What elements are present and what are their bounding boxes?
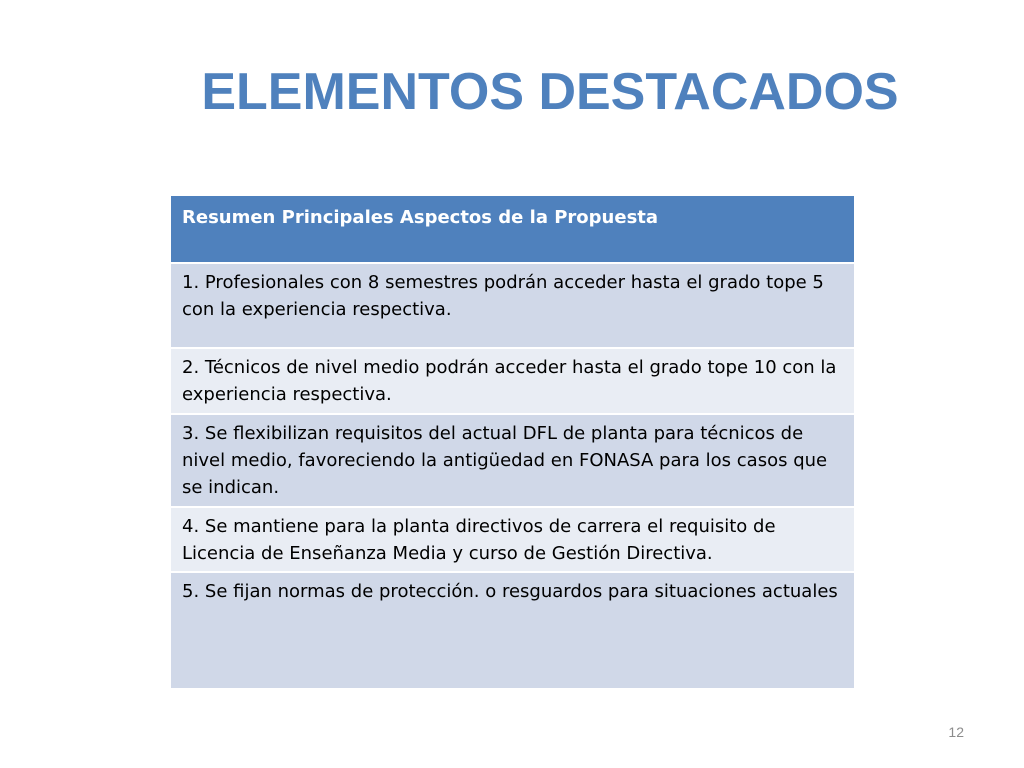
- slide-title: ELEMENTOS DESTACADOS: [201, 63, 899, 121]
- table-row: 2. Técnicos de nivel medio podrán acceder hasta el grado tope 10 con la experiencia respectiva.: [171, 349, 854, 415]
- page-number: 12: [948, 724, 964, 740]
- table-row: 4. Se mantiene para la planta directivos de carrera el requisito de Licencia de Enseñanza Media y curso de Gestión Directiva.: [171, 508, 854, 573]
- summary-table: [171, 196, 854, 688]
- table-row: 1. Profesionales con 8 semestres podrán acceder hasta el grado tope 5 con la experiencia respectiva.: [171, 264, 854, 349]
- table-row: 5. Se fijan normas de protección. o resguardos para situaciones actuales: [171, 573, 854, 688]
- table-header: Resumen Principales Aspectos de la Propuesta: [171, 196, 854, 264]
- table-row: 3. Se flexibilizan requisitos del actual DFL de planta para técnicos de nivel medio, favoreciendo la antigüedad en FONASA para los casos que se indican.: [171, 415, 854, 508]
